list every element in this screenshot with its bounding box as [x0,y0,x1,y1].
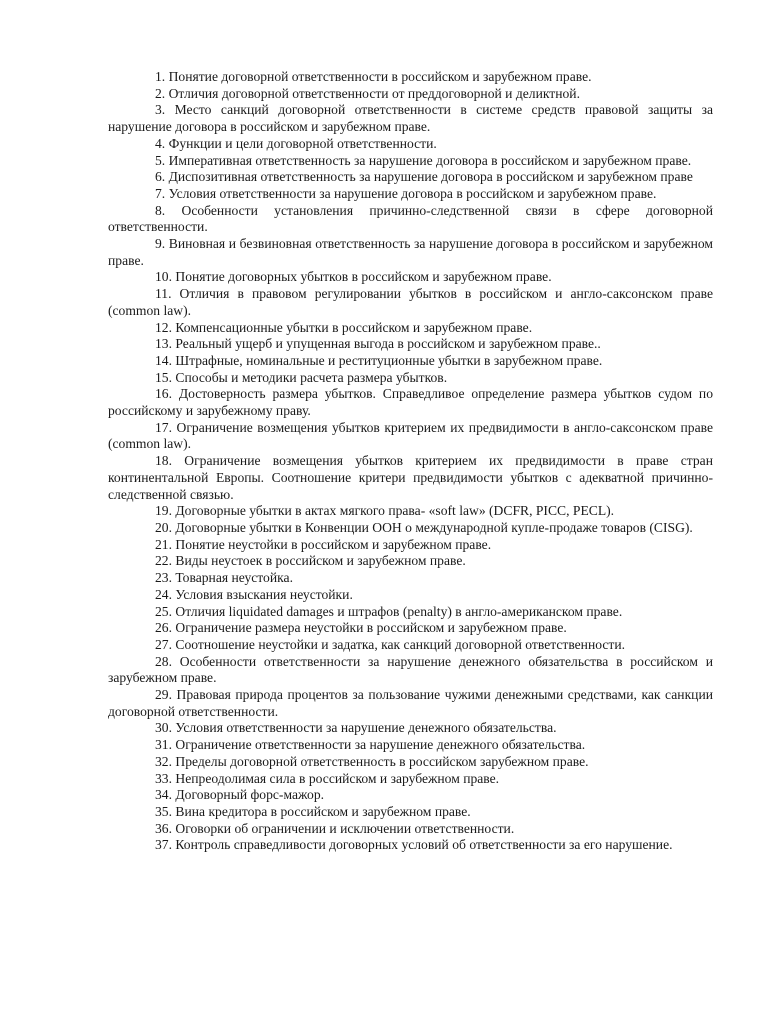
list-item: 33. Непреодолимая сила в российском и зарубежном праве. [155,770,500,786]
list-item: 25. Отличия liquidated damages и штрафов (penalty) в англо-американском праве. [155,603,623,619]
list-item: 7. Условия ответственности за нарушение договора в российском и зарубежном праве. [155,185,657,201]
list-item: 6. Диспозитивная ответственность за нарушение договора в российском и зарубежном праве [155,169,693,185]
list-item: 31. Ограничение ответственности за нарушение денежного обязательства. [155,737,586,753]
list-item: 9. Виновная и безвиновная ответственность за нарушение договора в российском и зарубежном праве. [108,236,713,268]
list-item: 18. Ограничение возмещения убытков критерием их предвидимости в праве стран континентальной Европы. Соотношение критери предвидимости убытков с адекватной причинно-следственной связью. [108,453,713,502]
list-item: 2. Отличия договорной ответственности от преддоговорной и деликтной. [155,85,580,101]
list-item: 12. Компенсационные убытки в российском и зарубежном праве. [155,319,533,335]
list-item: 14. Штрафные, номинальные и реституционные убытки в зарубежном праве. [155,352,603,368]
list-item: 28. Особенности ответственности за нарушение денежного обязательства в российском и зарубежном праве. [108,653,713,686]
list-item: 36. Оговорки об ограничении и исключении ответственности. [155,820,515,836]
list-item: 35. Вина кредитора в российском и зарубежном праве. [155,803,471,819]
question-list [108,69,713,854]
list-item: 24. Условия взыскания неустойки. [155,586,353,602]
list-item: 16. Достоверность размера убытков. Справедливое определение размера убытков судом по российскому и зарубежному праву. [108,386,713,419]
list-item: 20. Договорные убытки в Конвенции ООН о международной купле-продаже товаров (CISG). [155,519,693,535]
list-item: 37. Контроль справедливости договорных условий об ответственности за его нарушение. [155,837,673,853]
list-item: 10. Понятие договорных убытков в российском и зарубежном праве. [155,269,552,285]
list-item: 8. Особенности установления причинно-следственной связи в сфере договорной ответственности. [108,202,713,235]
list-item: 17. Ограничение возмещения убытков критерием их предвидимости в англо-саксонском праве (common law). [108,419,713,452]
list-item: 34. Договорный форс-мажор. [155,787,325,803]
list-item: 29. Правовая природа процентов за пользование чужими денежными средствами, как санкции договорной ответственности. [108,687,713,719]
list-item: 27. Соотношение неустойки и задатка, как санкций договорной ответственности. [155,636,626,652]
list-item: 23. Товарная неустойка. [155,570,293,586]
list-item: 30. Условия ответственности за нарушение денежного обязательства. [155,720,557,736]
list-item: 32. Пределы договорной ответственность в российском зарубежном праве. [155,753,589,769]
list-item: 13. Реальный ущерб и упущенная выгода в российском и зарубежном праве.. [155,336,601,352]
list-item: 5. Императивная ответственность за нарушение договора в российском и зарубежном праве. [155,152,692,168]
list-item: 15. Способы и методики расчета размера убытков. [155,369,448,385]
list-item: 3. Место санкций договорной ответственности в системе средств правовой защиты за нарушение договора в российском и зарубежном праве. [108,102,713,135]
list-item: 1. Понятие договорной ответственности в российском и зарубежном праве. [155,69,592,84]
list-item: 4. Функции и цели договорной ответственности. [155,135,437,151]
list-item: 22. Виды неустоек в российском и зарубежном праве. [155,553,466,569]
list-item: 26. Ограничение размера неустойки в российском и зарубежном праве. [155,620,567,636]
list-item: 11. Отличия в правовом регулировании убытков в российском и англо-саксонском праве (common law). [108,286,713,318]
list-item: 19. Договорные убытки в актах мягкого права- «soft law» (DCFR, PICC, PECL). [155,503,615,519]
list-item: 21. Понятие неустойки в российском и зарубежном праве. [155,536,492,552]
